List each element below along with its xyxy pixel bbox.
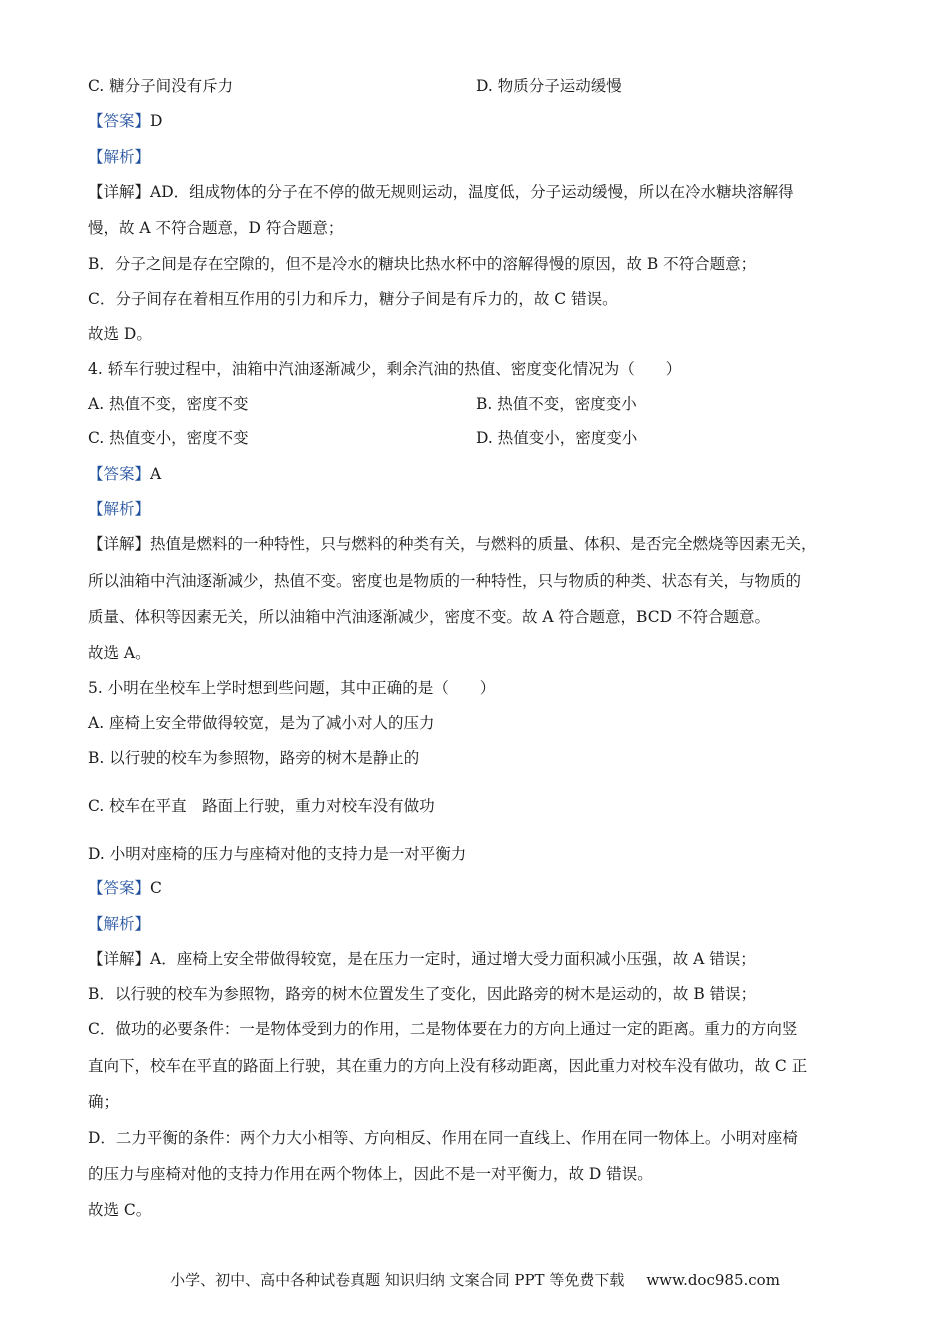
q4-detail-line [88, 534, 817, 554]
footer-text: 小学、初中、高中各种试卷真题 知识归纳 文案合同 PPT 等免费下载 [170, 1271, 625, 1289]
q5-conclusion-line: 故选 C。 [88, 1201, 152, 1219]
detail-line: 慢，故 A 不符合题意，D 符合题意； [88, 219, 344, 237]
q5-option-a: A. 座椅上安全带做得较宽，是为了减小对人的压力 [88, 714, 435, 732]
detail-tag: 【详解】 [88, 183, 151, 201]
q4-answer-line [88, 464, 161, 484]
q5-detail-line: 确； [88, 1093, 120, 1111]
detail-tag: 【详解】 [88, 950, 151, 968]
q5-detail-line: B．以行驶的校车为参照物，路旁的树木位置发生了变化，因此路旁的树木是运动的，故 B 错误； [88, 985, 757, 1003]
q4-option-d: D. 热值变小，密度变小 [476, 429, 638, 447]
q5-detail-line: 的压力与座椅对他的支持力作用在两个物体上，因此不是一对平衡力，故 D 错误。 [88, 1165, 653, 1183]
q4-conclusion-line: 故选 A。 [88, 644, 151, 662]
answer-line [88, 111, 162, 131]
detail-text: 热值是燃料的一种特性，只与燃料的种类有关，与燃料的质量、体积、是否完全燃烧等因素无关， [150, 535, 817, 553]
analysis-tag: 【解析】 [88, 148, 151, 166]
detail-line: C．分子间存在着相互作用的引力和斥力，糖分子间是有斥力的，故 C 错误。 [88, 290, 618, 308]
question-4-stem: 4. 轿车行驶过程中，油箱中汽油逐渐减少，剩余汽油的热值、密度变化情况为（ ） [88, 360, 682, 378]
q5-detail-line: 直向下，校车在平直的路面上行驶，其在重力的方向上没有移动距离，因此重力对校车没有做功，故 C 正 [88, 1057, 808, 1075]
detail-line [88, 182, 794, 202]
q4-detail-line: 质量、体积等因素无关，所以油箱中汽油逐渐减少，密度不变。故 A 符合题意，BCD 不符合题意。 [88, 608, 770, 626]
answer-value: C [150, 879, 162, 897]
q5-detail-line: C．做功的必要条件：一是物体受到力的作用，二是物体要在力的方向上通过一定的距离。重力的方向竖 [88, 1020, 798, 1038]
q4-detail-line: 所以油箱中汽油逐渐减少，热值不变。密度也是物质的一种特性，只与物质的种类、状态有关，与物质的 [88, 572, 802, 590]
detail-text: AD．组成物体的分子在不停的做无规则运动，温度低，分子运动缓慢，所以在冷水糖块溶解得 [150, 183, 794, 201]
detail-text: A．座椅上安全带做得较宽，是在压力一定时，通过增大受力面积减小压强，故 A 错误； [150, 950, 756, 968]
answer-tag: 【答案】 [88, 112, 151, 130]
question-5-stem: 5. 小明在坐校车上学时想到些问题，其中正确的是（ ） [88, 679, 496, 697]
q5-option-c: C. 校车在平直 路面上行驶，重力对校车没有做功 [88, 797, 435, 815]
conclusion-line: 故选 D。 [88, 325, 152, 343]
option-d: D. 物质分子运动缓慢 [476, 77, 622, 95]
q5-answer-line [88, 878, 162, 898]
detail-line: B．分子之间是存在空隙的，但不是冷水的糖块比热水杯中的溶解得慢的原因，故 B 不符合题意； [88, 255, 757, 273]
answer-tag: 【答案】 [88, 879, 151, 897]
q5-detail-line [88, 949, 756, 969]
q4-analysis-tag: 【解析】 [88, 500, 151, 518]
answer-tag: 【答案】 [88, 465, 151, 483]
page-footer [0, 1270, 950, 1290]
q5-analysis-tag: 【解析】 [88, 915, 151, 933]
q4-option-c: C. 热值变小，密度不变 [88, 429, 249, 447]
answer-value: A [150, 465, 162, 483]
answer-value: D [150, 112, 163, 130]
q5-option-d: D. 小明对座椅的压力与座椅对他的支持力是一对平衡力 [88, 845, 467, 863]
q5-option-b: B. 以行驶的校车为参照物，路旁的树木是静止的 [88, 749, 420, 767]
footer-url-link[interactable]: www.doc985.com [646, 1271, 780, 1289]
detail-tag: 【详解】 [88, 535, 151, 553]
q4-option-b: B. 热值不变，密度变小 [476, 395, 637, 413]
q5-detail-line: D．二力平衡的条件：两个力大小相等、方向相反、作用在同一直线上、作用在同一物体上。小明对座椅 [88, 1129, 798, 1147]
option-c: C. 糖分子间没有斥力 [88, 77, 234, 95]
q4-option-a: A. 热值不变，密度不变 [88, 395, 249, 413]
